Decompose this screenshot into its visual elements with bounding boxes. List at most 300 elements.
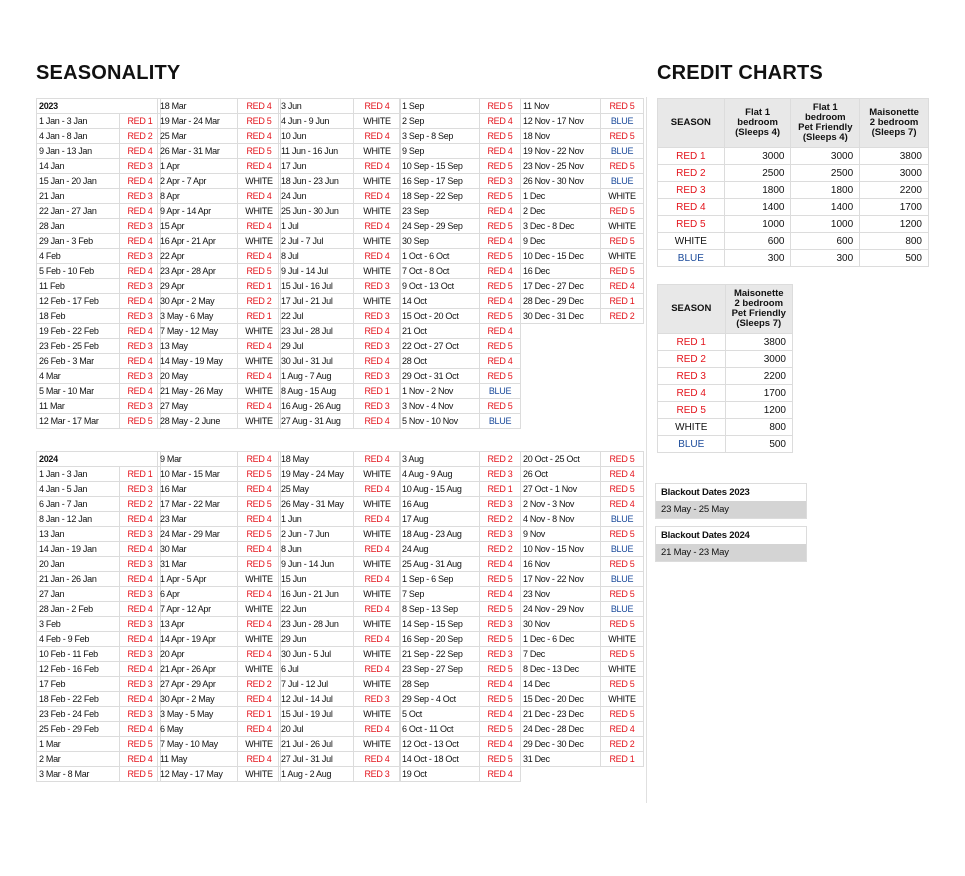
season-column-header — [658, 285, 726, 334]
date-range: 30 Nov — [521, 617, 601, 632]
date-range: 8 Jul — [279, 249, 354, 264]
date-range: 23 Nov — [521, 587, 601, 602]
date-range: 3 Nov - 4 Nov — [400, 399, 480, 414]
season-band: RED 2 — [480, 542, 521, 557]
season-band: RED 4 — [120, 512, 161, 527]
season-row — [37, 692, 161, 707]
credit-row — [658, 216, 929, 233]
season-row — [279, 339, 401, 354]
season-band: RED 5 — [238, 557, 281, 572]
season-band: RED 5 — [601, 99, 644, 114]
date-range: 3 Aug — [400, 452, 480, 467]
season-row — [158, 527, 281, 542]
season-band: RED 1 — [354, 384, 401, 399]
date-range: 30 Apr - 2 May — [158, 294, 238, 309]
blackout-dates: 23 May - 25 May — [656, 501, 806, 518]
season-band: RED 4 — [480, 204, 521, 219]
season-band: RED 4 — [120, 174, 161, 189]
season-row — [158, 737, 281, 752]
season-band: RED 5 — [238, 114, 281, 129]
season-row — [400, 399, 521, 414]
season-band: RED 4 — [354, 249, 401, 264]
date-range: 24 Jun — [279, 189, 354, 204]
date-range: 14 Jan — [37, 159, 120, 174]
season-band: RED 4 — [120, 324, 161, 339]
season-row — [400, 309, 521, 324]
season-band: WHITE — [238, 602, 281, 617]
season-band: RED 4 — [238, 399, 281, 414]
date-range: 23 Feb - 25 Feb — [37, 339, 120, 354]
date-range: 3 Feb — [37, 617, 120, 632]
season-band: RED 4 — [354, 572, 401, 587]
season-band: RED 3 — [120, 677, 161, 692]
season-band: RED 2 — [658, 165, 725, 182]
date-range: 19 Feb - 22 Feb — [37, 324, 120, 339]
season-row — [158, 452, 281, 467]
season-band: RED 5 — [601, 452, 644, 467]
season-band: RED 3 — [120, 339, 161, 354]
season-row — [521, 512, 644, 527]
season-row — [37, 399, 161, 414]
credit-row — [658, 402, 793, 419]
season-row — [279, 324, 401, 339]
season-band: WHITE — [354, 587, 401, 602]
season-row — [37, 219, 161, 234]
season-band: RED 4 — [480, 767, 521, 782]
season-band: RED 4 — [238, 617, 281, 632]
date-range: 9 Jul - 14 Jul — [279, 264, 354, 279]
season-band: WHITE — [238, 632, 281, 647]
season-row — [279, 219, 401, 234]
credit-value: 500 — [725, 436, 793, 453]
date-range: 19 Mar - 24 Mar — [158, 114, 238, 129]
date-range: 5 Nov - 10 Nov — [400, 414, 480, 429]
season-row — [400, 737, 521, 752]
season-band: WHITE — [601, 249, 644, 264]
season-row — [158, 384, 281, 399]
date-range: 7 May - 10 May — [158, 737, 238, 752]
date-range: 17 Aug — [400, 512, 480, 527]
season-row — [158, 677, 281, 692]
year-label: 2023 — [37, 99, 161, 114]
header-line: (Sleeps 7) — [736, 318, 782, 329]
season-band: RED 3 — [120, 617, 161, 632]
season-row — [279, 467, 401, 482]
date-range: 30 Jun - 5 Jul — [279, 647, 354, 662]
date-range: 21 Jan — [37, 189, 120, 204]
season-band: RED 3 — [354, 309, 401, 324]
credit-row — [658, 165, 929, 182]
season-row — [37, 647, 161, 662]
season-row — [279, 309, 401, 324]
season-row — [400, 114, 521, 129]
date-range: 27 May — [158, 399, 238, 414]
date-range: 2 Sep — [400, 114, 480, 129]
credit-row — [658, 385, 793, 402]
season-band: RED 3 — [480, 647, 521, 662]
header-line: Pet Friendly — [798, 122, 853, 133]
date-range: 22 Jun — [279, 602, 354, 617]
season-row — [158, 767, 281, 782]
date-range: 1 Mar — [37, 737, 120, 752]
season-row — [279, 99, 401, 114]
credit-value: 3000 — [724, 148, 791, 165]
season-band: RED 3 — [120, 279, 161, 294]
date-range: 7 May - 12 May — [158, 324, 238, 339]
date-range: 2 Jul - 7 Jul — [279, 234, 354, 249]
date-range: 8 Aug - 15 Aug — [279, 384, 354, 399]
season-row — [158, 414, 281, 429]
season-band: RED 4 — [238, 452, 281, 467]
season-row — [279, 234, 401, 249]
credit-value: 2200 — [725, 368, 793, 385]
date-range: 8 Dec - 13 Dec — [521, 662, 601, 677]
season-row — [521, 617, 644, 632]
season-band: RED 4 — [480, 587, 521, 602]
season-row — [400, 677, 521, 692]
header-line: bedroom — [804, 112, 846, 123]
season-row — [521, 264, 644, 279]
season-row — [279, 587, 401, 602]
season-row — [37, 467, 161, 482]
season-row — [400, 369, 521, 384]
credit-value: 1700 — [860, 199, 929, 216]
credit-row — [658, 199, 929, 216]
season-row — [37, 497, 161, 512]
season-row — [158, 234, 281, 249]
season-row — [279, 677, 401, 692]
season-row — [400, 707, 521, 722]
season-band: RED 3 — [120, 249, 161, 264]
date-range: 16 Aug — [400, 497, 480, 512]
season-row — [400, 249, 521, 264]
season-band: RED 4 — [354, 602, 401, 617]
season-row — [37, 114, 161, 129]
date-range: 1 Aug - 7 Aug — [279, 369, 354, 384]
date-range: 28 May - 2 June — [158, 414, 238, 429]
header-line: Pet Friendly — [731, 308, 786, 319]
season-band: WHITE — [354, 527, 401, 542]
season-row — [279, 602, 401, 617]
season-band: RED 4 — [480, 324, 521, 339]
date-range: 12 Feb - 17 Feb — [37, 294, 120, 309]
season-row — [521, 467, 644, 482]
date-range: 10 Jun — [279, 129, 354, 144]
credit-value: 1800 — [791, 182, 860, 199]
season-band: RED 4 — [120, 144, 161, 159]
season-band: RED 5 — [120, 737, 161, 752]
date-range: 20 Jan — [37, 557, 120, 572]
season-row — [37, 527, 161, 542]
season-row — [158, 114, 281, 129]
season-band: RED 4 — [238, 692, 281, 707]
season-row — [37, 189, 161, 204]
season-row — [37, 159, 161, 174]
season-band: RED 4 — [120, 264, 161, 279]
season-band: RED 5 — [238, 497, 281, 512]
season-band: RED 4 — [354, 512, 401, 527]
season-band: WHITE — [601, 662, 644, 677]
season-band: WHITE — [238, 414, 281, 429]
credit-value: 800 — [725, 419, 793, 436]
season-band: RED 4 — [354, 752, 401, 767]
date-range: 5 Mar - 10 Mar — [37, 384, 120, 399]
season-band: RED 4 — [238, 159, 281, 174]
season-band: RED 4 — [120, 294, 161, 309]
season-row — [37, 767, 161, 782]
season-row — [400, 219, 521, 234]
season-band: RED 3 — [120, 527, 161, 542]
date-range: 27 Oct - 1 Nov — [521, 482, 601, 497]
season-row — [37, 294, 161, 309]
credit-value: 2500 — [724, 165, 791, 182]
season-row — [400, 324, 521, 339]
season-row — [279, 752, 401, 767]
date-range: 25 Feb - 29 Feb — [37, 722, 120, 737]
season-band: RED 3 — [480, 174, 521, 189]
season-row — [37, 602, 161, 617]
season-row — [279, 399, 401, 414]
season-band: WHITE — [658, 233, 725, 250]
season-row — [158, 309, 281, 324]
season-band: RED 3 — [120, 219, 161, 234]
season-band: RED 4 — [601, 467, 644, 482]
date-range: 30 Mar — [158, 542, 238, 557]
date-range: 19 Oct — [400, 767, 480, 782]
credit-value: 800 — [860, 233, 929, 250]
season-band: RED 1 — [120, 114, 161, 129]
date-range: 23 Jul - 28 Jul — [279, 324, 354, 339]
season-row — [158, 512, 281, 527]
date-range: 22 Jan - 27 Jan — [37, 204, 120, 219]
season-band: RED 5 — [480, 602, 521, 617]
season-band: RED 4 — [238, 482, 281, 497]
date-range: 1 Sep — [400, 99, 480, 114]
season-band: RED 4 — [120, 602, 161, 617]
season-band: RED 4 — [354, 414, 401, 429]
date-range: 13 May — [158, 339, 238, 354]
season-band: WHITE — [354, 144, 401, 159]
season-band: RED 5 — [601, 587, 644, 602]
season-band: RED 5 — [480, 339, 521, 354]
date-range: 23 Apr - 28 Apr — [158, 264, 238, 279]
date-range: 28 Sep — [400, 677, 480, 692]
season-band: RED 1 — [238, 707, 281, 722]
season-band: RED 3 — [480, 467, 521, 482]
date-range: 17 Nov - 22 Nov — [521, 572, 601, 587]
season-band: RED 5 — [601, 204, 644, 219]
date-range: 2 Dec — [521, 204, 601, 219]
date-range: 31 Mar — [158, 557, 238, 572]
season-row — [37, 662, 161, 677]
season-row — [400, 384, 521, 399]
season-band: RED 4 — [238, 512, 281, 527]
season-band: RED 4 — [354, 452, 401, 467]
season-row — [521, 572, 644, 587]
date-range: 1 Apr — [158, 159, 238, 174]
credit-row — [658, 351, 793, 368]
season-row — [279, 354, 401, 369]
season-band: WHITE — [354, 264, 401, 279]
header-line: SEASON — [670, 117, 711, 128]
credit-row — [658, 368, 793, 385]
season-row — [521, 234, 644, 249]
credit-value: 1400 — [724, 199, 791, 216]
season-row — [37, 414, 161, 429]
date-range: 11 May — [158, 752, 238, 767]
date-range: 5 Oct — [400, 707, 480, 722]
season-row — [400, 692, 521, 707]
season-band: RED 1 — [658, 334, 726, 351]
date-range: 18 Nov — [521, 129, 601, 144]
date-range: 1 Apr - 5 Apr — [158, 572, 238, 587]
season-row — [521, 677, 644, 692]
date-range: 1 Jan - 3 Jan — [37, 467, 120, 482]
season-band: RED 4 — [480, 707, 521, 722]
date-range: 6 May — [158, 722, 238, 737]
date-range: 27 Jan — [37, 587, 120, 602]
season-row — [400, 414, 521, 429]
header-line: SEASON — [671, 303, 712, 314]
credit-value: 1400 — [791, 199, 860, 216]
season-band: RED 5 — [480, 129, 521, 144]
season-row — [400, 339, 521, 354]
season-row — [521, 722, 644, 737]
season-band: RED 4 — [354, 542, 401, 557]
date-range: 14 Oct - 18 Oct — [400, 752, 480, 767]
date-range: 23 Sep — [400, 204, 480, 219]
season-band: WHITE — [601, 632, 644, 647]
date-range: 6 Apr — [158, 587, 238, 602]
season-band: RED 3 — [120, 159, 161, 174]
date-range: 26 Mar - 31 Mar — [158, 144, 238, 159]
date-range: 1 Dec - 6 Dec — [521, 632, 601, 647]
season-band: RED 5 — [480, 369, 521, 384]
credit-value: 3000 — [860, 165, 929, 182]
season-band: RED 5 — [120, 414, 161, 429]
date-range: 12 May - 17 May — [158, 767, 238, 782]
date-range: 29 Apr — [158, 279, 238, 294]
season-band: RED 1 — [658, 148, 725, 165]
year-header-row — [37, 452, 161, 467]
date-range: 4 Aug - 9 Aug — [400, 467, 480, 482]
season-row — [279, 767, 401, 782]
season-band: RED 2 — [601, 737, 644, 752]
credit-value: 3800 — [860, 148, 929, 165]
date-range: 28 Dec - 29 Dec — [521, 294, 601, 309]
season-row — [158, 279, 281, 294]
date-range: 20 Oct - 25 Oct — [521, 452, 601, 467]
date-range: 10 Sep - 15 Sep — [400, 159, 480, 174]
date-range: 1 Jun — [279, 512, 354, 527]
season-row — [521, 557, 644, 572]
season-band: RED 3 — [120, 399, 161, 414]
season-row — [400, 204, 521, 219]
season-row — [37, 369, 161, 384]
date-range: 8 Jan - 12 Jan — [37, 512, 120, 527]
season-row — [158, 722, 281, 737]
date-range: 14 May - 19 May — [158, 354, 238, 369]
date-range: 3 May - 5 May — [158, 707, 238, 722]
header-line: 2 bedroom — [869, 117, 919, 128]
season-band: WHITE — [238, 234, 281, 249]
date-range: 14 Oct — [400, 294, 480, 309]
season-band: BLUE — [480, 384, 521, 399]
blackout-title: Blackout Dates 2023 — [656, 484, 806, 501]
season-row — [521, 114, 644, 129]
season-band: RED 4 — [480, 114, 521, 129]
season-band: RED 5 — [480, 662, 521, 677]
season-band: RED 5 — [480, 279, 521, 294]
date-range: 20 May — [158, 369, 238, 384]
date-range: 16 Jun - 21 Jun — [279, 587, 354, 602]
season-band: RED 4 — [120, 354, 161, 369]
header-line: Maisonette — [733, 288, 784, 299]
credit-value: 1800 — [724, 182, 791, 199]
season-band: RED 4 — [120, 632, 161, 647]
date-range: 11 Feb — [37, 279, 120, 294]
credit-value: 600 — [724, 233, 791, 250]
season-band: RED 1 — [120, 467, 161, 482]
date-range: 21 Apr - 26 Apr — [158, 662, 238, 677]
season-band: WHITE — [238, 384, 281, 399]
season-row — [37, 572, 161, 587]
season-row — [279, 527, 401, 542]
season-band: RED 4 — [238, 129, 281, 144]
season-band: RED 4 — [120, 234, 161, 249]
date-range: 14 Sep - 15 Sep — [400, 617, 480, 632]
season-band: RED 4 — [480, 354, 521, 369]
season-row — [158, 752, 281, 767]
season-row — [279, 279, 401, 294]
season-band: RED 5 — [601, 557, 644, 572]
season-band: RED 1 — [601, 752, 644, 767]
season-row — [279, 722, 401, 737]
date-range: 12 Feb - 16 Feb — [37, 662, 120, 677]
date-range: 17 Jun — [279, 159, 354, 174]
season-row — [37, 324, 161, 339]
season-row — [158, 204, 281, 219]
season-band: WHITE — [354, 737, 401, 752]
date-range: 10 Dec - 15 Dec — [521, 249, 601, 264]
season-row — [37, 174, 161, 189]
season-band: BLUE — [601, 144, 644, 159]
season-row — [400, 602, 521, 617]
season-band: RED 1 — [480, 482, 521, 497]
season-band: RED 4 — [354, 129, 401, 144]
season-band: WHITE — [238, 324, 281, 339]
season-table-2023-col-4 — [399, 98, 521, 429]
date-range: 1 Aug - 2 Aug — [279, 767, 354, 782]
season-band: RED 4 — [238, 189, 281, 204]
season-band: RED 4 — [120, 722, 161, 737]
season-row — [279, 617, 401, 632]
season-band: RED 1 — [238, 279, 281, 294]
season-row — [400, 542, 521, 557]
season-row — [37, 309, 161, 324]
season-band: WHITE — [238, 204, 281, 219]
date-range: 19 May - 24 May — [279, 467, 354, 482]
date-range: 7 Apr - 12 Apr — [158, 602, 238, 617]
date-range: 23 Sep - 27 Sep — [400, 662, 480, 677]
unit-column-header — [725, 285, 793, 334]
season-band: WHITE — [354, 617, 401, 632]
season-row — [279, 557, 401, 572]
season-band: RED 5 — [601, 707, 644, 722]
year-header-row — [37, 99, 161, 114]
unit-column-header — [860, 99, 929, 148]
season-row — [279, 414, 401, 429]
